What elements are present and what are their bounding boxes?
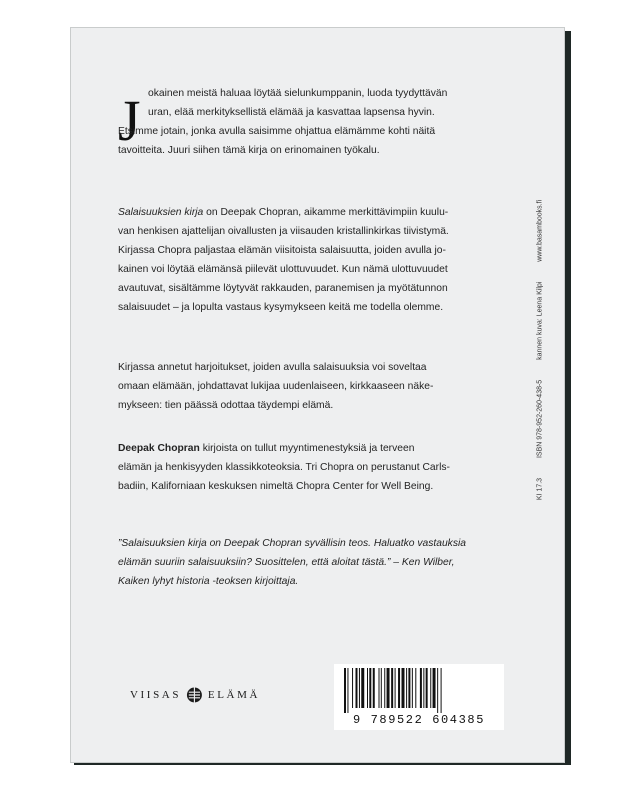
text-line: van henkisen ajattelijan oivallusten ja viisauden kristallinkirkas tiivistymä. xyxy=(118,226,449,237)
cover-credit: kannen kuva: Leena Kilpi xyxy=(536,281,544,360)
text-line xyxy=(118,439,503,458)
text-line: elämän ja henkisyyden klassikkoteoksia. Tri Chopra on perustanut Carls- xyxy=(118,462,450,473)
text-line: badiin, Kaliforniaan keskuksen nimeltä Chopra Center for Well Being. xyxy=(118,481,434,492)
isbn-text: ISBN 978-952-260-438-5 xyxy=(536,379,544,459)
intro-paragraph xyxy=(118,84,503,160)
author-paragraph xyxy=(118,439,503,496)
text-line: uran, elää merkityksellistä elämää ja kasvattaa lapsensa hyvin. xyxy=(148,107,435,118)
quote-paragraph xyxy=(118,534,503,591)
author-name: Deepak Chopran xyxy=(118,443,200,454)
text-line: kainen voi löytää elämänsä piilevät ulottuvuudet. Kun nämä ulottuvuudet xyxy=(118,264,448,275)
exercises-paragraph xyxy=(118,358,503,415)
barcode-area xyxy=(334,664,504,730)
text-line: Kirjassa Chopra paljastaa elämän viisitoista salaisuutta, joiden avulla jo- xyxy=(118,245,446,256)
barcode-icon xyxy=(344,668,494,713)
publisher-name-left: VIISAS xyxy=(130,689,182,701)
vertical-side-text xyxy=(536,0,545,710)
text-fragment: on Deepak Chopran, aikamme merkittävimpiin kuulu- xyxy=(203,207,449,218)
text-line: mykseen: tien päässä odottaa täydempi elämä. xyxy=(118,400,334,411)
text-line: Etsimme jotain, jonka avulla saisimme ohjattua elämämme kohti näitä xyxy=(118,126,436,137)
text-line: omaan elämään, johdattavat lukijaa uudenlaiseen, kirkkaaseen näke- xyxy=(118,381,434,392)
publisher-name-right: ELÄMÄ xyxy=(207,689,260,701)
book-title-inline: Salaisuuksien kirja xyxy=(118,207,204,218)
dropcap: J xyxy=(118,88,141,153)
text-line: salaisuudet – ja lopulta vastaus kysymykseen keitä me todella olemme. xyxy=(118,302,444,313)
publisher-website: www.basambooks.fi xyxy=(536,199,544,262)
book-description-paragraph xyxy=(118,203,503,317)
text-line xyxy=(118,203,503,222)
text-line: avautuvat, sisältämme löytyvät rakkauden, paranemisen ja myötätunnon xyxy=(118,283,448,294)
text-line: Kirjassa annetut harjoitukset, joiden avulla salaisuuksia voi soveltaa xyxy=(118,362,427,373)
text-line: elämän suuriin salaisuuksiin? Suosittelen, että aloitat tästä.” – Ken Wilber, xyxy=(118,557,455,568)
text-fragment: kirjoista on tullut myyntimenestyksiä ja terveen xyxy=(199,443,415,454)
text-line: okainen meistä haluaa löytää sielunkumppanin, luoda tyydyttävän xyxy=(148,88,448,99)
publisher-logo xyxy=(130,684,260,706)
text-line: Kaiken lyhyt historia -teoksen kirjoittaja. xyxy=(118,576,299,587)
barcode-number: 9 789522 604385 xyxy=(352,713,486,727)
text-line: tavoitteita. Juuri siihen tämä kirja on erinomainen työkalu. xyxy=(118,145,380,156)
book-class-code: KI 17.3 xyxy=(536,477,544,501)
publisher-emblem-icon xyxy=(186,686,203,704)
text-line: ”Salaisuuksien kirja on Deepak Chopran syvällisin teos. Haluatko vastauksia xyxy=(118,538,466,549)
